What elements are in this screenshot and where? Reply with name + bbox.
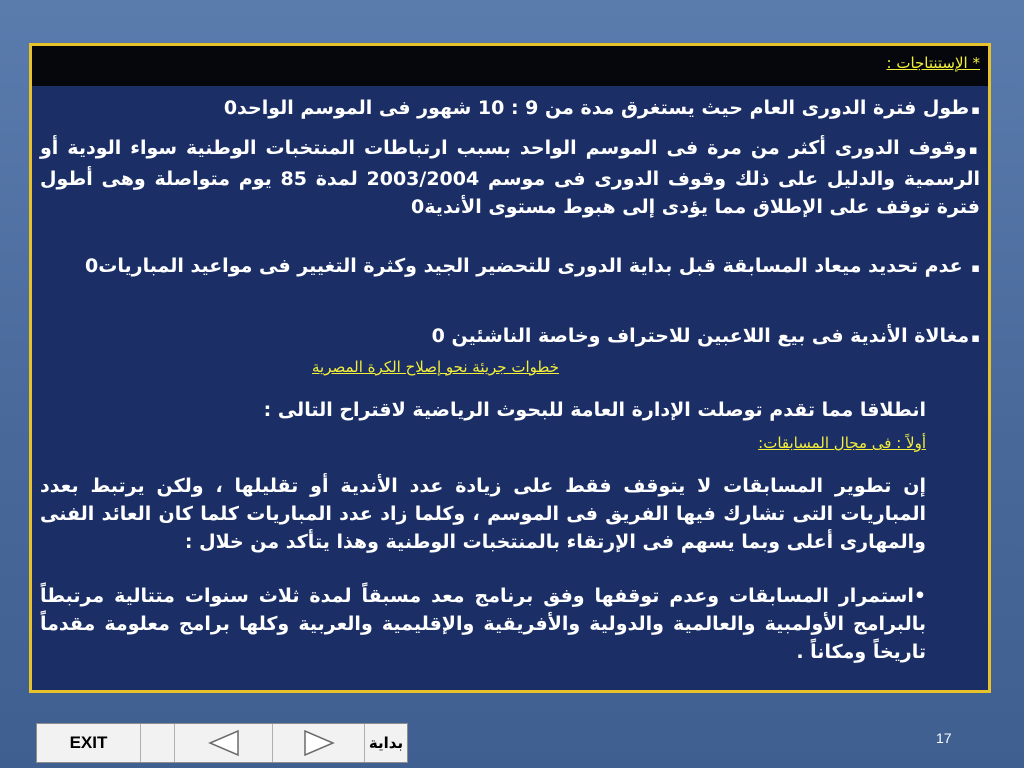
square-bullet-icon: ▪	[971, 331, 980, 346]
conclusion-point-text: طول فترة الدورى العام حيث يستغرق مدة من 9 : 10 شهور فى الموسم الواحد0	[223, 97, 970, 119]
conclusion-point-text: وقوف الدورى أكثر من مرة فى الموسم الواحد بسبب ارتباطات المنتخبات الوطنية سواء الودية أو الرسمية والدليل على ذلك وقوف الدورى فى موسم 2003/2004 لمدة 85 يوم متواصلة وهى أطول فترة توقف على الإطلاق مما يؤدى إلى هبوط مستوى الأندية0	[40, 137, 981, 218]
conclusions-heading: * الإستنتاجات :	[886, 54, 980, 72]
next-button[interactable]	[273, 724, 365, 762]
exit-button[interactable]: EXIT	[37, 724, 141, 762]
blank-nav-cell	[141, 724, 175, 762]
conclusion-point-2	[40, 134, 980, 221]
page-number: 17	[936, 730, 952, 746]
slide-content-panel	[29, 43, 991, 693]
conclusion-point-text: مغالاة الأندية فى بيع اللاعبين للاحتراف وخاصة الناشئين 0	[431, 325, 970, 347]
intro-paragraph: انطلاقا مما تقدم توصلت الإدارة العامة للبحوث الرياضية لاقتراح التالى :	[263, 399, 926, 421]
steps-heading: خطوات جريئة نحو إصلاح الكرة المصرية	[312, 358, 559, 376]
previous-button[interactable]	[175, 724, 273, 762]
conclusion-point-4	[40, 322, 980, 353]
triangle-left-icon	[204, 728, 244, 758]
conclusion-point-text: عدم تحديد ميعاد المسابقة قبل بداية الدورى للتحضير الجيد وكثرة التغيير فى مواعيد المباريات0	[85, 255, 963, 277]
square-bullet-icon: ▪	[968, 143, 980, 158]
round-bullet-icon: •	[913, 585, 926, 607]
bullet-paragraph-text: استمرار المسابقات وعدم توقفها وفق برنامج معد مسبقاً لمدة ثلاث سنوات متتالية مرتبطاً بالبرامج الأولمبية والعالمية والدولية والأفريقية والإقليمية والعربية وكلها برامج معلومة مقدماً تاريخاً ومكاناً .	[40, 585, 926, 663]
body-paragraph: إن تطوير المسابقات لا يتوقف فقط على زيادة عدد الأندية أو تقليلها ، ولكن يرتبط بعدد المباريات التى تشارك فيها الفريق فى الموسم ، وكلما زاد عدد المباريات كلما كان العائد الفنى والمهارى أعلى وبما يسهم فى الإرتقاء بالمنتخبات الوطنية وهذا يتأكد من خلال :	[40, 475, 926, 553]
start-button[interactable]: بداية	[368, 734, 404, 752]
bullet-paragraph	[40, 582, 926, 666]
square-bullet-icon: ▪	[971, 261, 980, 276]
triangle-right-icon	[299, 728, 339, 758]
first-section-heading: أولاً : فى مجال المسابقات:	[758, 434, 926, 452]
header-strip	[32, 46, 988, 86]
conclusion-point-3	[40, 252, 980, 283]
conclusion-point-1	[40, 94, 980, 125]
square-bullet-icon: ▪	[971, 103, 980, 118]
navigation-bar	[36, 723, 408, 763]
